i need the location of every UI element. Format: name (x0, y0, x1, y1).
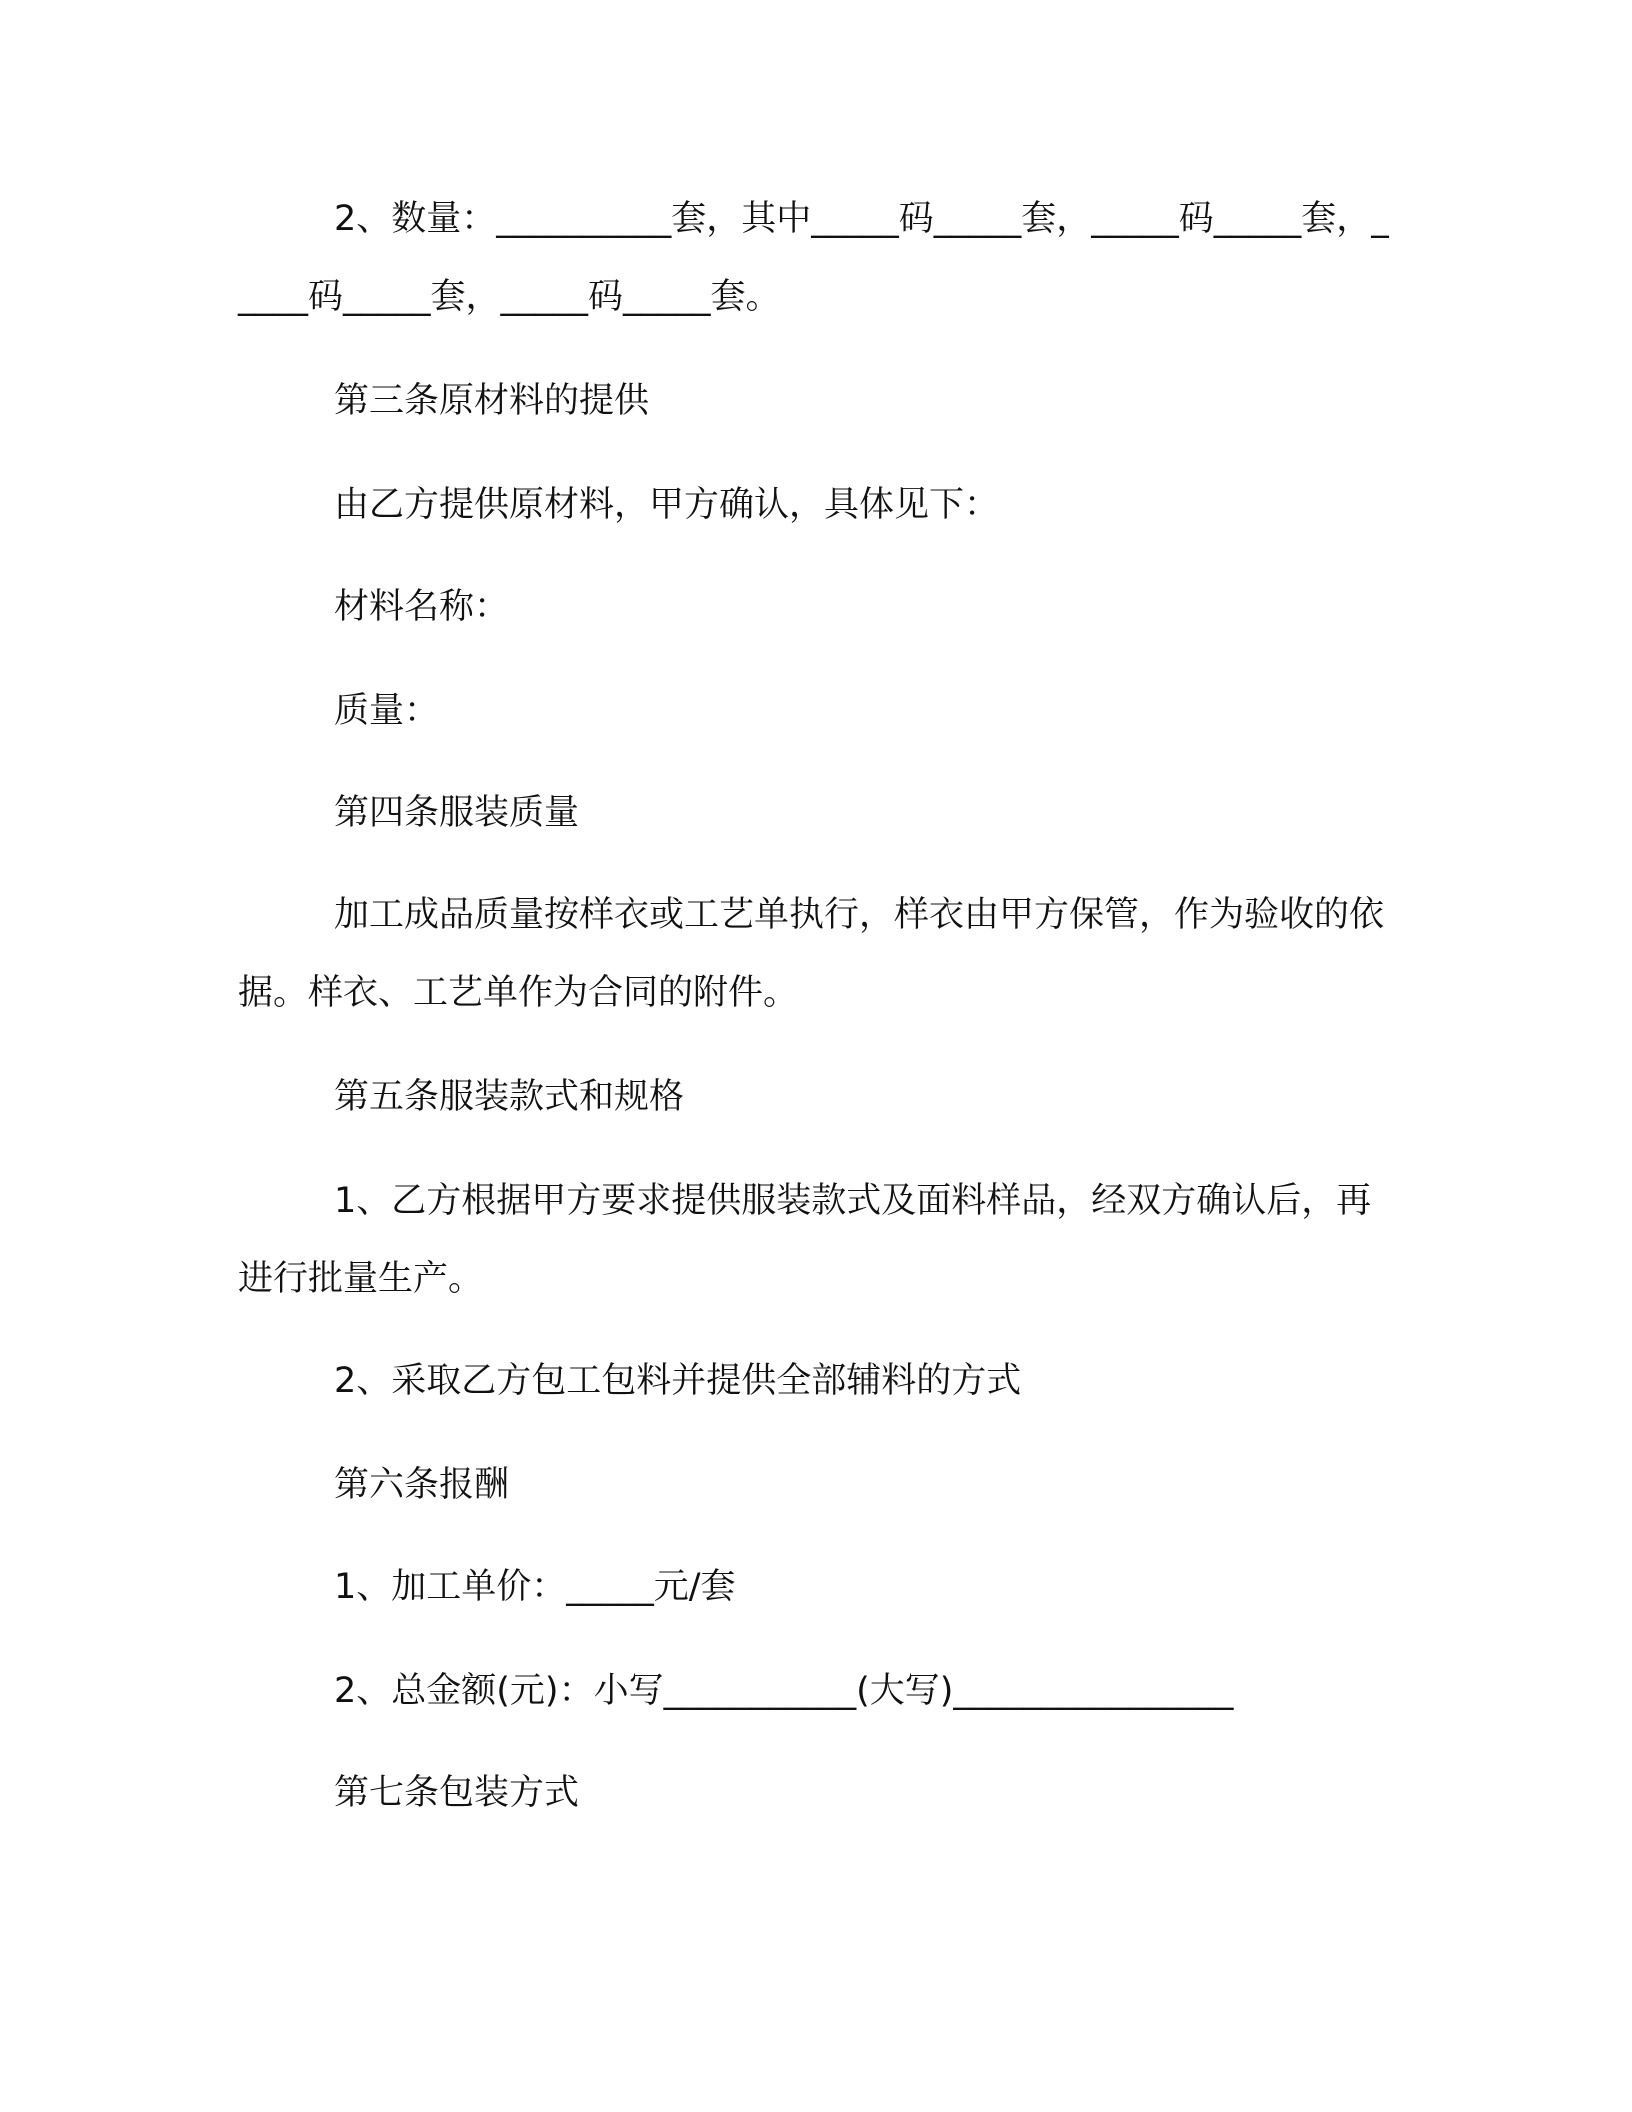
paragraph-labor-materials: 2、采取乙方包工包料并提供全部辅料的方式 (334, 1361, 1022, 1401)
paragraph-total-amount: 2、总金额(元)：小写___________(大写)________________ (334, 1671, 1234, 1711)
heading-article-6: 第六条报酬 (334, 1465, 510, 1505)
heading-article-3: 第三条原材料的提供 (334, 381, 650, 421)
paragraph-material-name: 材料名称： (334, 587, 510, 627)
paragraph-materials-provided: 由乙方提供原材料，甲方确认，具体见下： (334, 485, 1000, 525)
paragraph-unit-price: 1、加工单价：_____元/套 (334, 1567, 736, 1607)
heading-article-7: 第七条包装方式 (334, 1773, 580, 1813)
paragraph-quality-standard: 加工成品质量按样衣或工艺单执行，样衣由甲方保管，作为验收的依据。样衣、工艺单作为合同的附件。 (238, 895, 1385, 1013)
heading-article-4: 第四条服装质量 (334, 793, 580, 833)
heading-article-5: 第五条服装款式和规格 (334, 1077, 685, 1117)
paragraph-style-samples: 1、乙方根据甲方要求提供服装款式及面料样品，经双方确认后，再进行批量生产。 (238, 1181, 1372, 1299)
paragraph-material-quality: 质量： (334, 691, 440, 731)
paragraph-quantity: 2、数量：__________套，其中_____码_____套，_____码_____套，_____码_____套，_____码_____套。 (238, 199, 1389, 317)
